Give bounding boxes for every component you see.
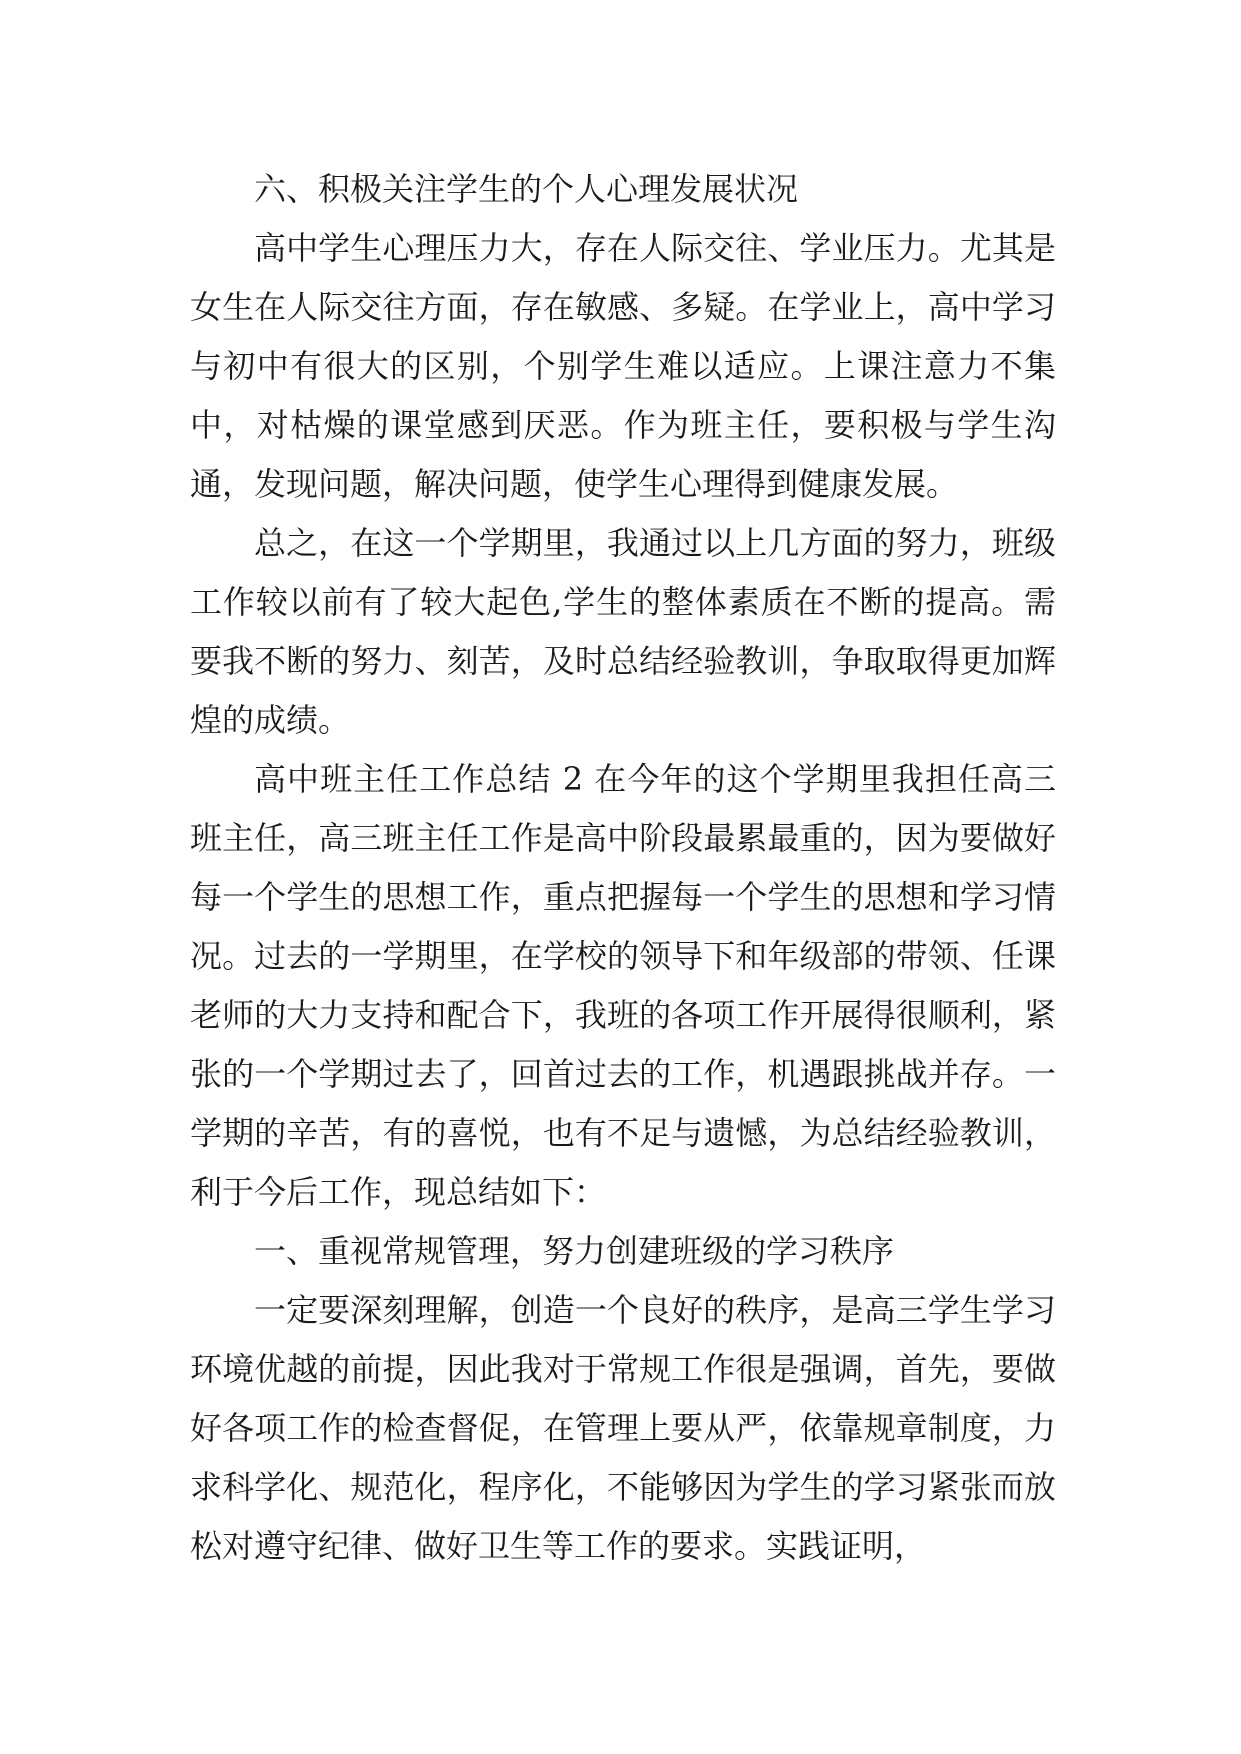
section-heading-routine-management: 一、重视常规管理，努力创建班级的学习秩序 xyxy=(254,1232,895,1270)
paragraph-report-2-intro: 高中班主任工作总结 2 在今年的这个学期里我担任高三班主任，高三班主任工作是高中阶段最累最重的，因为要做好每一个学生的思想工作，重点把握每一个学生的思想和学习情况。过去的一学期里，在学校的领导下和年级部的带领、任课老师的大力支持和配合下，我班的各项工作开展得很顺利，紧张的一个学期过去了，回首过去的工作，机遇跟挑战并存。一学期的辛苦，有的喜悦，也有不足与遗憾，为总结经验教训，利于今后工作，现总结如下： xyxy=(190,760,1056,1211)
paragraph-psychology-body: 高中学生心理压力大，存在人际交往、学业压力。尤其是女生在人际交往方面，存在敏感、多疑。在学业上，高中学习与初中有很大的区别，个别学生难以适应。上课注意力不集中，对枯燥的课堂感到厌恶。作为班主任，要积极与学生沟通，发现问题，解决问题，使学生心理得到健康发展。 xyxy=(190,229,1056,503)
paragraph-summary: 总之，在这一个学期里，我通过以上几方面的努力，班级工作较以前有了较大起色,学生的整体素质在不断的提高。需要我不断的努力、刻苦，及时总结经验教训，争取取得更加辉煌的成绩。 xyxy=(190,524,1056,739)
section-heading-psychology: 六、积极关注学生的个人心理发展状况 xyxy=(254,170,799,208)
paragraph-routine-management-body: 一定要深刻理解，创造一个良好的秩序，是高三学生学习环境优越的前提，因此我对于常规工作很是强调，首先，要做好各项工作的检查督促，在管理上要从严，依靠规章制度，力求科学化、规范化，程序化，不能够因为学生的学习紧张而放松对遵守纪律、做好卫生等工作的要求。实践证明， xyxy=(190,1291,1056,1565)
document-page xyxy=(190,160,1056,1576)
